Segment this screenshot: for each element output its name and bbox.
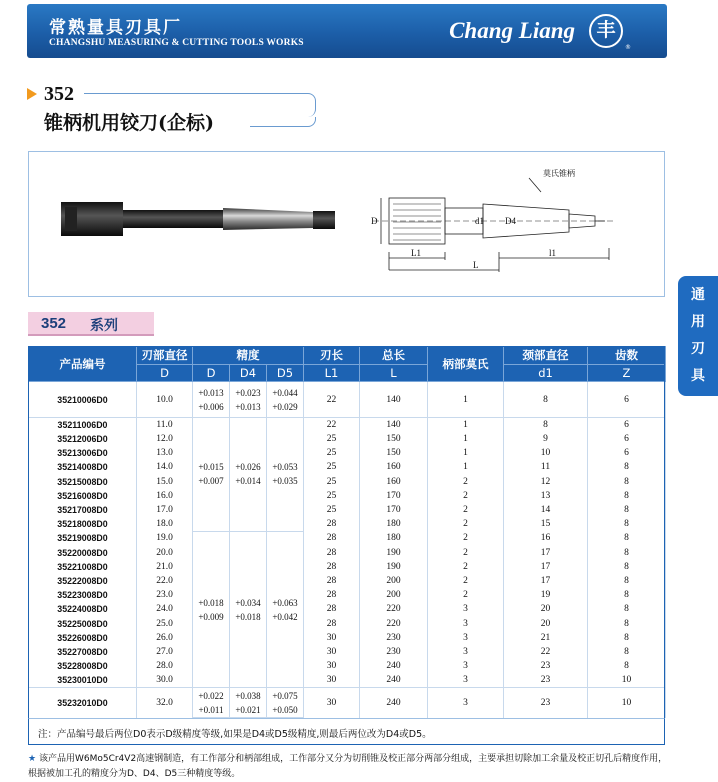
cell-blade-length: 30	[304, 673, 360, 688]
table-row	[29, 616, 666, 630]
cell-teeth: 8	[588, 645, 666, 659]
tolerance-upper: +0.044	[272, 387, 298, 398]
table-row	[29, 588, 666, 602]
cell-blade-length: 30	[304, 659, 360, 673]
cell-total-length: 240	[360, 688, 428, 718]
cell-diameter: 32.0	[137, 688, 193, 718]
cell-diameter: 27.0	[137, 645, 193, 659]
cell-code: 35226008D0	[29, 631, 137, 645]
product-number: 352	[44, 83, 74, 105]
cell-morse: 3	[428, 688, 504, 718]
cell-total-length: 200	[360, 574, 428, 588]
cell-total-length: 170	[360, 503, 428, 517]
cell-total-length: 180	[360, 517, 428, 531]
tolerance-lower: +0.013	[235, 401, 261, 412]
cell-total-length: 160	[360, 460, 428, 474]
reamer-photo	[61, 202, 335, 236]
table-row	[29, 418, 666, 433]
cell-tolerance-d5	[267, 688, 304, 718]
cell-blade-length: 28	[304, 517, 360, 531]
company-name-cn: 常熟量具刃具厂	[49, 18, 182, 38]
cell-code: 35222008D0	[29, 574, 137, 588]
cell-neck-diameter: 8	[504, 382, 588, 418]
cell-blade-length: 28	[304, 546, 360, 560]
table-row	[29, 631, 666, 645]
table-row	[29, 645, 666, 659]
cell-blade-length: 28	[304, 602, 360, 616]
cell-morse: 3	[428, 645, 504, 659]
cell-blade-length: 30	[304, 645, 360, 659]
cell-diameter: 17.0	[137, 503, 193, 517]
dim-d1-label: d1	[475, 216, 484, 226]
tolerance-upper: +0.026	[235, 462, 261, 473]
cell-code: 35215008D0	[29, 475, 137, 489]
tolerance-upper: +0.075	[272, 690, 298, 701]
cell-code: 35216008D0	[29, 489, 137, 503]
cell-total-length: 190	[360, 560, 428, 574]
table-row	[29, 446, 666, 460]
dim-l1-label: l1	[549, 248, 557, 258]
series-text: 系列	[90, 318, 118, 334]
col-header-p-D4: D4	[230, 365, 267, 382]
cell-teeth: 8	[588, 616, 666, 630]
col-header-total-len: 总长	[360, 347, 428, 365]
table-header	[29, 347, 666, 382]
cell-blade-length: 28	[304, 574, 360, 588]
col-header-teeth-sym: Z	[588, 365, 666, 382]
col-header-dia-sym: D	[137, 365, 193, 382]
tolerance-lower: +0.050	[272, 704, 298, 715]
cell-teeth: 8	[588, 588, 666, 602]
cell-teeth: 10	[588, 673, 666, 688]
tolerance-upper: +0.063	[272, 597, 298, 608]
cell-diameter: 15.0	[137, 475, 193, 489]
dim-L1-label: L1	[411, 248, 421, 258]
cell-blade-length: 22	[304, 382, 360, 418]
cell-diameter: 21.0	[137, 560, 193, 574]
col-header-blade-len-sym: L1	[304, 365, 360, 382]
cell-neck-diameter: 17	[504, 574, 588, 588]
cell-code: 35230010D0	[29, 673, 137, 688]
cell-blade-length: 25	[304, 503, 360, 517]
product-name: 锥柄机用铰刀(企标)	[44, 112, 214, 134]
cell-neck-diameter: 23	[504, 688, 588, 718]
series-number: 352	[41, 315, 67, 332]
cell-code: 35217008D0	[29, 503, 137, 517]
footer-text: 该产品用W6Mo5Cr4V2高速钢制造，有工作部分和柄部组成，工作部分又分为切削锥及校正部分两部分组成，主要承担切除加工余量及校正切孔后精度作用，根据被加工孔的精度分为D、D4、D5三种精度等级。	[28, 754, 668, 779]
cell-total-length: 220	[360, 602, 428, 616]
cell-teeth: 8	[588, 475, 666, 489]
cell-diameter: 14.0	[137, 460, 193, 474]
cell-blade-length: 28	[304, 616, 360, 630]
cell-blade-length: 25	[304, 446, 360, 460]
tolerance-lower: +0.014	[235, 476, 261, 487]
brand-logo-icon: 丰	[589, 14, 623, 48]
col-header-total-len-sym: L	[360, 365, 428, 382]
cell-blade-length: 28	[304, 560, 360, 574]
cell-morse: 2	[428, 489, 504, 503]
tolerance-lower: +0.042	[272, 611, 298, 622]
table-row	[29, 489, 666, 503]
cell-diameter: 25.0	[137, 616, 193, 630]
tolerance-lower: +0.035	[272, 476, 298, 487]
col-header-p-D5: D5	[267, 365, 304, 382]
tolerance-upper: +0.013	[198, 387, 224, 398]
cell-blade-length: 28	[304, 531, 360, 545]
cell-morse: 2	[428, 560, 504, 574]
table-note: 注：产品编号最后两位D0表示D级精度等级,如果是D4或D5级精度,则最后两位改为D4或D5。	[28, 718, 665, 745]
cell-code: 35210006D0	[29, 382, 137, 418]
cell-total-length: 140	[360, 418, 428, 433]
cell-teeth: 8	[588, 659, 666, 673]
cell-tolerance-d	[193, 382, 230, 418]
cell-neck-diameter: 8	[504, 418, 588, 433]
side-tab[interactable]	[678, 276, 718, 396]
cell-teeth: 8	[588, 489, 666, 503]
table-row	[29, 503, 666, 517]
cell-diameter: 23.0	[137, 588, 193, 602]
cell-neck-diameter: 17	[504, 546, 588, 560]
cell-morse: 1	[428, 432, 504, 446]
cell-tolerance-d4	[230, 418, 267, 532]
series-label	[28, 312, 154, 336]
col-header-dia: 刃部直径	[137, 347, 193, 365]
footer-description	[28, 752, 668, 782]
cell-neck-diameter: 21	[504, 631, 588, 645]
cell-blade-length: 25	[304, 460, 360, 474]
cell-morse: 3	[428, 673, 504, 688]
cell-tolerance-d5	[267, 382, 304, 418]
cell-teeth: 10	[588, 688, 666, 718]
cell-teeth: 8	[588, 460, 666, 474]
morse-taper-label: 莫氏锥柄	[543, 169, 575, 178]
cell-tolerance-d	[193, 688, 230, 718]
cell-tolerance-d	[193, 531, 230, 687]
cell-diameter: 20.0	[137, 546, 193, 560]
tolerance-lower: +0.029	[272, 401, 298, 412]
registered-mark: ®	[625, 44, 631, 51]
tolerance-upper: +0.038	[235, 690, 261, 701]
cell-code: 35211006D0	[29, 418, 137, 433]
table-row	[29, 574, 666, 588]
cell-teeth: 8	[588, 503, 666, 517]
cell-morse: 1	[428, 460, 504, 474]
cell-neck-diameter: 22	[504, 645, 588, 659]
cell-tolerance-d4	[230, 688, 267, 718]
dim-D-label: D	[371, 216, 378, 226]
cell-blade-length: 25	[304, 489, 360, 503]
cell-diameter: 24.0	[137, 602, 193, 616]
cell-diameter: 13.0	[137, 446, 193, 460]
cell-total-length: 240	[360, 673, 428, 688]
cell-tolerance-d4	[230, 531, 267, 687]
cell-diameter: 18.0	[137, 517, 193, 531]
table-row	[29, 432, 666, 446]
cell-morse: 2	[428, 517, 504, 531]
tolerance-upper: +0.022	[198, 690, 224, 701]
cell-teeth: 8	[588, 602, 666, 616]
table-row	[29, 688, 666, 718]
cell-code: 35232010D0	[29, 688, 137, 718]
dim-L-label: L	[473, 260, 479, 270]
cell-code: 35221008D0	[29, 560, 137, 574]
cell-neck-diameter: 16	[504, 531, 588, 545]
cell-morse: 2	[428, 531, 504, 545]
cell-morse: 3	[428, 659, 504, 673]
cell-neck-diameter: 9	[504, 432, 588, 446]
cell-code: 35227008D0	[29, 645, 137, 659]
cell-morse: 3	[428, 631, 504, 645]
tolerance-lower: +0.021	[235, 704, 261, 715]
spec-table	[28, 346, 666, 718]
cell-code: 35228008D0	[29, 659, 137, 673]
cell-blade-length: 25	[304, 432, 360, 446]
side-tab-char: 刃	[691, 341, 705, 357]
star-icon: ★	[28, 754, 37, 764]
cell-blade-length: 25	[304, 475, 360, 489]
cell-total-length: 180	[360, 531, 428, 545]
header-banner	[27, 4, 667, 58]
tolerance-lower: +0.018	[235, 611, 261, 622]
cell-teeth: 6	[588, 432, 666, 446]
cell-morse: 2	[428, 546, 504, 560]
cell-morse: 2	[428, 574, 504, 588]
title-bracket-line-lower	[250, 117, 316, 127]
tolerance-lower: +0.007	[198, 476, 224, 487]
cell-code: 35223008D0	[29, 588, 137, 602]
cell-neck-diameter: 10	[504, 446, 588, 460]
cell-code: 35212006D0	[29, 432, 137, 446]
col-header-p-D: D	[193, 365, 230, 382]
cell-teeth: 6	[588, 418, 666, 433]
company-name-en: CHANGSHU MEASURING & CUTTING TOOLS WORKS	[49, 38, 304, 48]
cell-tolerance-d	[193, 418, 230, 532]
col-header-teeth: 齿数	[588, 347, 666, 365]
cell-diameter: 30.0	[137, 673, 193, 688]
tolerance-lower: +0.009	[198, 611, 224, 622]
cell-code: 35213006D0	[29, 446, 137, 460]
tolerance-upper: +0.015	[198, 462, 224, 473]
tolerance-lower: +0.006	[198, 401, 224, 412]
product-figure	[28, 151, 665, 297]
cell-total-length: 140	[360, 382, 428, 418]
cell-morse: 2	[428, 588, 504, 602]
col-header-blade-len: 刃长	[304, 347, 360, 365]
cell-neck-diameter: 12	[504, 475, 588, 489]
cell-code: 35225008D0	[29, 616, 137, 630]
cell-morse: 3	[428, 616, 504, 630]
side-tab-char: 通	[691, 287, 705, 303]
cell-total-length: 160	[360, 475, 428, 489]
cell-total-length: 170	[360, 489, 428, 503]
cell-teeth: 8	[588, 631, 666, 645]
table-row	[29, 659, 666, 673]
cell-morse: 1	[428, 382, 504, 418]
cell-diameter: 19.0	[137, 531, 193, 545]
title-arrow-icon	[27, 88, 37, 100]
cell-tolerance-d4	[230, 382, 267, 418]
cell-teeth: 8	[588, 574, 666, 588]
cell-total-length: 220	[360, 616, 428, 630]
cell-tolerance-d5	[267, 531, 304, 687]
cell-blade-length: 30	[304, 688, 360, 718]
col-header-morse: 柄部莫氏	[428, 347, 504, 382]
cell-blade-length: 28	[304, 588, 360, 602]
cell-neck-diameter: 11	[504, 460, 588, 474]
table-row	[29, 460, 666, 474]
cell-blade-length: 30	[304, 631, 360, 645]
cell-diameter: 28.0	[137, 659, 193, 673]
cell-diameter: 10.0	[137, 382, 193, 418]
table-row	[29, 475, 666, 489]
col-header-neck-dia-sym: d1	[504, 365, 588, 382]
side-tab-char: 用	[691, 314, 705, 330]
cell-teeth: 6	[588, 382, 666, 418]
cell-neck-diameter: 20	[504, 602, 588, 616]
cell-tolerance-d5	[267, 418, 304, 532]
cell-diameter: 16.0	[137, 489, 193, 503]
cell-code: 35224008D0	[29, 602, 137, 616]
cell-neck-diameter: 20	[504, 616, 588, 630]
cell-teeth: 8	[588, 531, 666, 545]
cell-neck-diameter: 17	[504, 560, 588, 574]
cell-morse: 1	[428, 418, 504, 433]
cell-teeth: 6	[588, 446, 666, 460]
cell-total-length: 200	[360, 588, 428, 602]
cell-code: 35219008D0	[29, 531, 137, 545]
dim-D4-label: D4	[505, 216, 516, 226]
cell-neck-diameter: 14	[504, 503, 588, 517]
col-header-neck-dia: 颈部直径	[504, 347, 588, 365]
cell-code: 35218008D0	[29, 517, 137, 531]
tolerance-upper: +0.034	[235, 597, 261, 608]
table-row	[29, 560, 666, 574]
tolerance-upper: +0.053	[272, 462, 298, 473]
cell-blade-length: 22	[304, 418, 360, 433]
cell-total-length: 240	[360, 659, 428, 673]
reamer-drawing	[373, 178, 613, 272]
table-row	[29, 531, 666, 545]
tolerance-upper: +0.018	[198, 597, 224, 608]
cell-neck-diameter: 23	[504, 673, 588, 688]
cell-code: 35214008D0	[29, 460, 137, 474]
table-row	[29, 382, 666, 418]
cell-diameter: 12.0	[137, 432, 193, 446]
cell-morse: 2	[428, 475, 504, 489]
title-bracket-line	[84, 93, 316, 117]
table-row	[29, 546, 666, 560]
cell-morse: 3	[428, 602, 504, 616]
cell-neck-diameter: 19	[504, 588, 588, 602]
side-tab-char: 具	[691, 368, 705, 384]
cell-morse: 2	[428, 503, 504, 517]
cell-total-length: 230	[360, 645, 428, 659]
reamer-illustration	[29, 152, 666, 298]
cell-neck-diameter: 23	[504, 659, 588, 673]
cell-neck-diameter: 13	[504, 489, 588, 503]
brand-name: Chang Liang	[449, 18, 575, 43]
tolerance-upper: +0.023	[235, 387, 261, 398]
cell-teeth: 8	[588, 560, 666, 574]
table-row	[29, 673, 666, 688]
cell-total-length: 190	[360, 546, 428, 560]
cell-total-length: 150	[360, 446, 428, 460]
cell-morse: 1	[428, 446, 504, 460]
col-header-precision: 精度	[193, 347, 304, 365]
cell-code: 35220008D0	[29, 546, 137, 560]
table-row	[29, 517, 666, 531]
cell-neck-diameter: 15	[504, 517, 588, 531]
cell-total-length: 230	[360, 631, 428, 645]
tolerance-lower: +0.011	[198, 704, 224, 715]
col-header-code: 产品编号	[29, 347, 137, 382]
table-row	[29, 602, 666, 616]
cell-teeth: 8	[588, 517, 666, 531]
cell-diameter: 26.0	[137, 631, 193, 645]
cell-teeth: 8	[588, 546, 666, 560]
cell-total-length: 150	[360, 432, 428, 446]
table-body	[29, 382, 666, 718]
cell-diameter: 22.0	[137, 574, 193, 588]
cell-diameter: 11.0	[137, 418, 193, 433]
